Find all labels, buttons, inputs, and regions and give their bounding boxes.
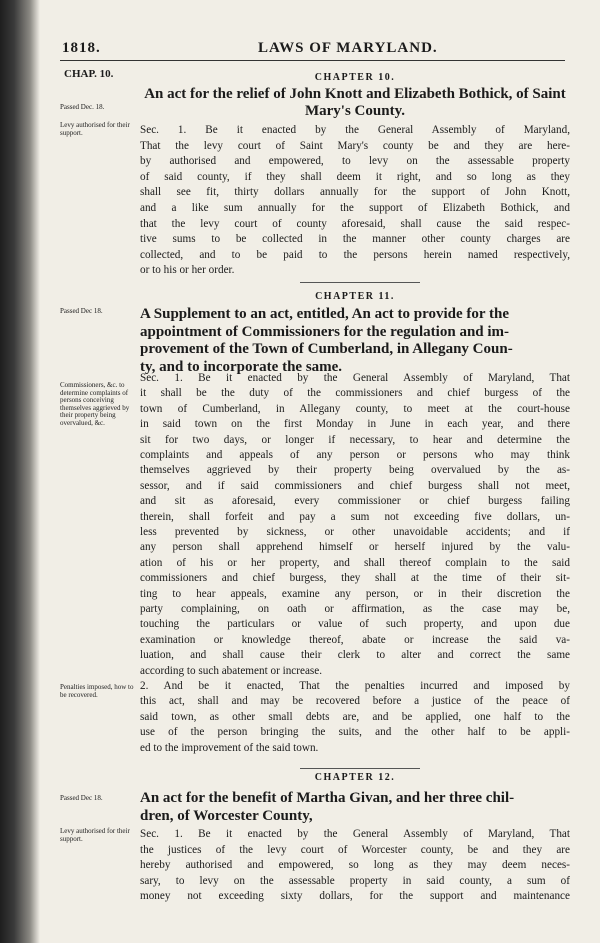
text-line: ting to hear appeals, examine any person, or in their discretion the <box>140 587 570 600</box>
text-line: sary, to levy on the assessable property in said county, a sum of <box>140 874 570 887</box>
text-line: hereby authorised and empowered, so long as they may deem neces- <box>140 859 570 872</box>
text-line: town of Cumberland, in Allegany county, to meet at the court-house <box>140 402 570 415</box>
margin-note-passed: Passed Dec. 18. <box>60 103 105 111</box>
text-line: themselves aggrieved by their property being overvalued by the as- <box>140 464 570 477</box>
text-line: according to such abatement or increase. <box>140 664 323 677</box>
header-rule <box>60 60 565 61</box>
title-line: ty, and to incorporate the same. <box>140 358 343 375</box>
text-line: party complaining, on oath or affirmation, as the case may be, <box>140 603 570 615</box>
text-line: and a like sum annually for the support of Elizabeth Bothick, and <box>140 202 570 214</box>
text-line: and sit as aforesaid, every commissioner or chief burgess failing <box>140 495 570 508</box>
title-line: dren, of Worcester County, <box>140 807 313 824</box>
text-line: Sec. 1. Be it enacted by the General Assembly of Maryland, <box>140 124 570 136</box>
text-line: this act, shall and may be recovered before a justice of the peace of <box>140 695 570 708</box>
chapter-11-heading: CHAPTER 11. <box>315 291 395 302</box>
text-line: examination or knowledge thereof, abate or increase the said va- <box>140 633 570 646</box>
text-line: sessor, and if said commissioners and chief burgess shall not meet, <box>140 479 570 492</box>
margin-note-levy: Levy authorised for their support. <box>60 827 130 843</box>
title-line: An act for the benefit of Martha Givan, and her three chil- <box>140 790 515 806</box>
margin-note-passed: Passed Dec 18. <box>60 794 103 802</box>
text-line: in said town on the first Monday in June in each year, and there <box>140 418 570 431</box>
text-line: or to his or her order. <box>140 264 235 277</box>
text-line: less prevented by sickness, or other unavoidable accidents; and if <box>140 526 570 538</box>
text-line: therein, shall forfeit and pay a sum not exceeding five dollars, un- <box>140 510 570 523</box>
text-line: shall see fit, thirty dollars annually for the support of John Knott, <box>140 186 570 199</box>
text-line: 2. And be it enacted, That the penalties incurred and imposed by <box>140 680 570 692</box>
margin-note-levy: Levy authorised for their support. <box>60 121 130 137</box>
text-line: luation, and shall cause their clerk to alter and correct the same <box>140 649 570 662</box>
title-line: provement of the Town of Cumberland, in Allegany Coun- <box>140 341 513 357</box>
text-line: by authorised and empowered, to levy on the assessable property <box>140 155 570 168</box>
text-line: tive sums to be collected in the manner other county charges are <box>140 233 570 246</box>
header-year: 1818. <box>62 40 101 56</box>
text-line: ation of his or her property, and shall thereof complain to the said <box>140 556 570 569</box>
text-line: ed to the improvement of the said town. <box>140 741 319 754</box>
chapter-10-heading: CHAPTER 10. <box>314 72 396 83</box>
chapter-label-left: CHAP. 10. <box>64 68 114 80</box>
margin-note-passed: Passed Dec 18. <box>60 307 103 315</box>
text-line: said town, as other small debts are, and be applied, one half to the <box>140 710 570 723</box>
section-divider <box>300 282 420 283</box>
margin-note-commissioners: Commissioners, &c. to determine complaints of persons conceiving themselves aggrieved by their property being overvalued, &c. <box>60 381 130 427</box>
text-line: sit for two days, or longer if necessary, to hear and determine the <box>140 433 570 446</box>
running-title: LAWS OF MARYLAND. <box>258 40 438 56</box>
title-line: appointment of Commissioners for the regulation and im- <box>140 323 510 340</box>
text-line: That the levy court of Saint Mary's county be and they are here- <box>140 139 570 152</box>
text-line: use of the person bringing the suits, and the other half to be appli- <box>140 726 570 739</box>
chapter-12-heading: CHAPTER 12. <box>314 772 396 783</box>
text-line: any person shall apprehend himself or herself injured by the valu- <box>140 541 570 554</box>
margin-note-penalties: Penalties imposed, how to be recovered. <box>60 683 134 699</box>
text-line: the justices of the levy court of Worcester county, be and they are <box>140 843 570 856</box>
text-line: money not exceeding sixty dollars, for the support and maintenance <box>140 890 570 903</box>
text-line: Sec. 1. Be it enacted by the General Assembly of Maryland, That <box>140 372 570 384</box>
text-line: collected, and to be paid to the persons herein named respectively, <box>140 248 570 261</box>
section-divider <box>300 768 420 769</box>
text-line: that the levy court of county aforesaid, shall cause the said respec- <box>140 217 570 230</box>
text-line: complaints and appeals of any person or persons who may think <box>140 449 570 461</box>
text-line: Sec. 1. Be it enacted by the General Assembly of Maryland, That <box>140 828 570 840</box>
text-line: it shall be the duty of the commissioners and chief burgess of the <box>140 387 570 400</box>
text-line: commissioners and chief burgess, they shall at the time of their sit- <box>140 572 570 585</box>
text-line: touching the particulars or value of such property, and upon due <box>140 618 570 631</box>
text-line: of said county, if they shall deem it right, and so long as they <box>140 170 570 183</box>
title-line: A Supplement to an act, entitled, An act to provide for the <box>140 306 510 322</box>
chapter-10-title: An act for the relief of John Knott and Elizabeth Bothick, of Saint Mary's County. <box>144 86 566 119</box>
